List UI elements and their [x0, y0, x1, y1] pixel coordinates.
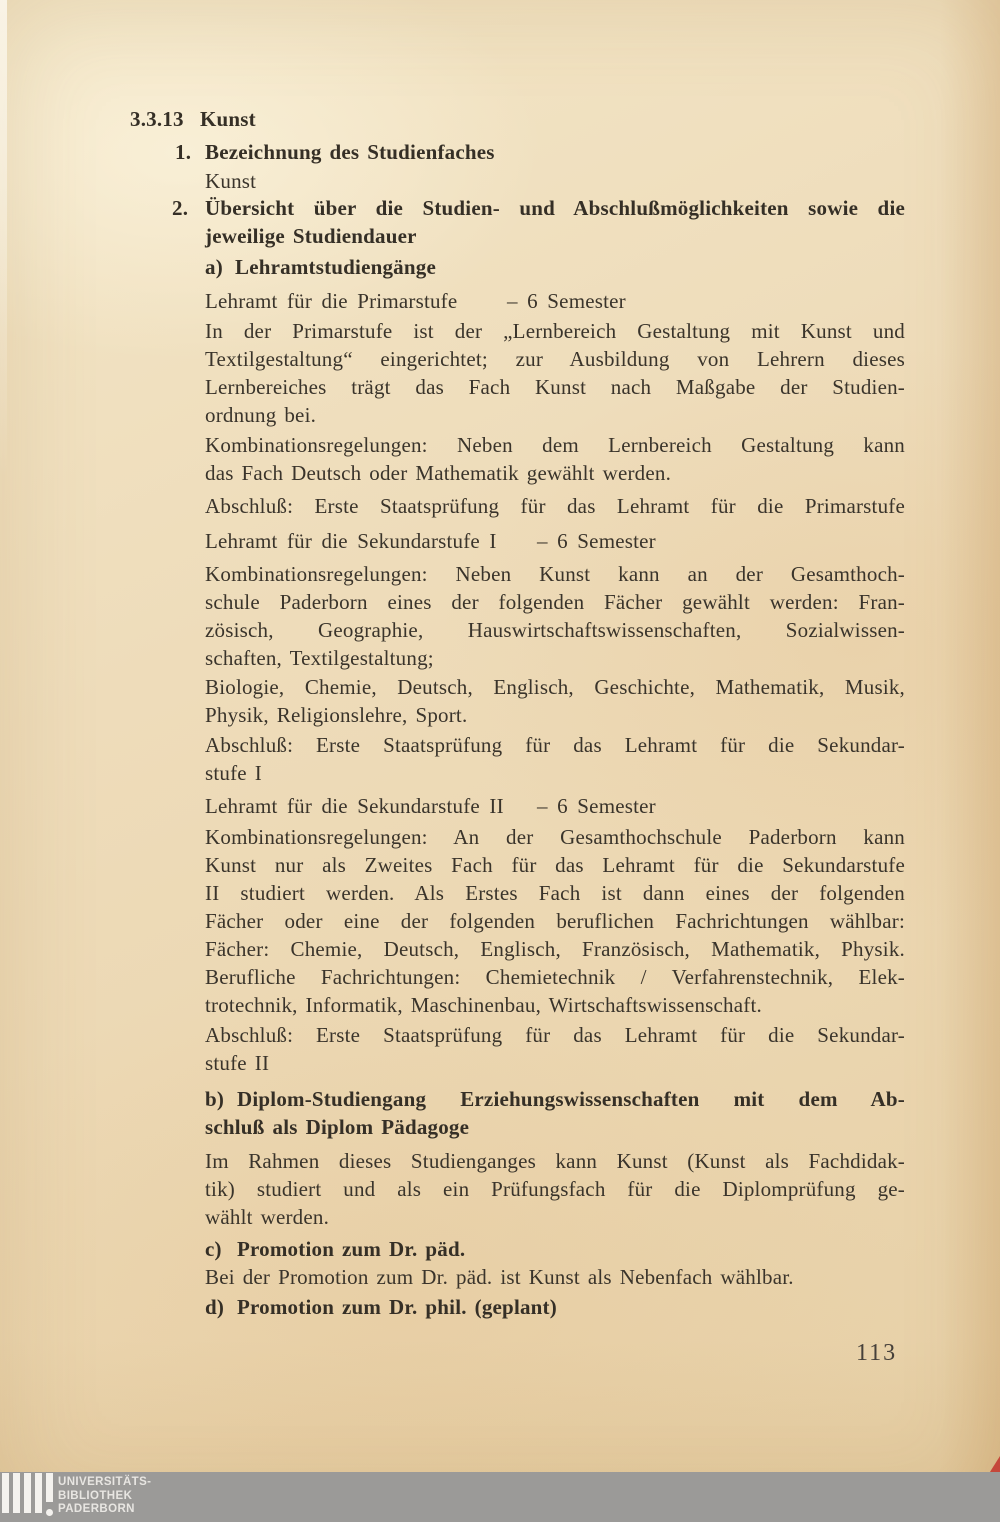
line-text: Lehramt für die Primarstufe	[205, 289, 458, 313]
library-footer-bar	[0, 1472, 1000, 1522]
line-text: Lehramt für die Sekundarstufe I	[205, 529, 497, 553]
body-text-line	[205, 616, 905, 644]
library-name-line1: UNIVERSITÄTS-	[58, 1476, 152, 1488]
body-text-line	[205, 1263, 905, 1291]
line-text: stufe I	[205, 761, 262, 785]
semester-duration: – 6 Semester	[507, 289, 626, 313]
body-text-line	[205, 401, 905, 429]
item-marker: 1.	[175, 140, 192, 164]
item-marker: b)	[205, 1087, 225, 1111]
body-text-line	[205, 1147, 905, 1175]
body-text-line	[205, 431, 905, 459]
item-b-heading	[205, 1085, 905, 1113]
line-text: Kombinationsregelungen: Neben dem Lernbereich Gestaltung kann	[205, 433, 905, 457]
line-text: Diplom-Studiengang Erziehungswissenschaften mit dem Ab-	[237, 1087, 905, 1111]
line-text: Kunst nur als Zweites Fach für das Lehramt für die Sekundarstufe	[205, 853, 905, 877]
body-text-line	[205, 588, 905, 616]
logo-exclamation-bar-icon	[46, 1473, 53, 1502]
logo-bar-icon	[13, 1473, 20, 1513]
body-text-line	[205, 963, 905, 991]
body-text-line	[205, 907, 905, 935]
library-name	[58, 1476, 151, 1517]
line-text: Im Rahmen dieses Studienganges kann Kunst (Kunst als Fachdidak-	[205, 1149, 905, 1173]
body-text-line	[205, 1049, 905, 1077]
body-text-line	[205, 1203, 905, 1231]
item-1-heading	[175, 138, 905, 166]
line-text: Lernbereiches trägt das Fach Kunst nach Maßgabe der Studien-	[205, 375, 905, 399]
library-name-line2: BIBLIOTHEK	[58, 1489, 133, 1502]
line-text: Lehramt für die Sekundarstufe II	[205, 794, 504, 818]
item-a-heading	[205, 253, 905, 281]
item-marker: c)	[205, 1237, 222, 1261]
line-text: Promotion zum Dr. päd.	[237, 1237, 466, 1261]
body-text-line	[205, 644, 905, 672]
line-text: Kunst	[205, 169, 257, 193]
line-text: Abschluß: Erste Staatsprüfung für das Lehramt für die Sekundar-	[205, 1023, 905, 1047]
body-text-line	[205, 345, 905, 373]
body-text-line	[205, 701, 905, 729]
program-primarstufe-line	[205, 287, 905, 315]
line-text: zösisch, Geographie, Hauswirtschaftswissenschaften, Sozialwissen-	[205, 618, 905, 642]
logo-exclamation-dot-icon	[46, 1509, 53, 1516]
line-text: Abschluß: Erste Staatsprüfung für das Lehramt für die Sekundar-	[205, 733, 905, 757]
body-text-line	[205, 1021, 905, 1049]
line-text: Kombinationsregelungen: Neben Kunst kann an der Gesamthoch-	[205, 562, 905, 586]
body-text-line	[205, 731, 905, 759]
item-marker: a)	[205, 255, 223, 279]
line-text: schluß als Diplom Pädagoge	[205, 1115, 470, 1139]
body-text-line	[205, 560, 905, 588]
line-text: Physik, Religionslehre, Sport.	[205, 703, 468, 727]
line-text: Textilgestaltung“ eingerichtet; zur Ausbildung von Lehrern dieses	[205, 347, 905, 371]
line-text: Fächer: Chemie, Deutsch, Englisch, Französisch, Mathematik, Physik.	[205, 937, 905, 961]
logo-bar-icon	[35, 1473, 42, 1513]
line-text: schule Paderborn eines der folgenden Fächer gewählt werden: Fran-	[205, 590, 905, 614]
body-text-line	[205, 823, 905, 851]
line-text: Kombinationsregelungen: An der Gesamthochschule Paderborn kann	[205, 825, 905, 849]
subject-name	[205, 167, 905, 195]
line-text: jeweilige Studiendauer	[205, 224, 417, 248]
item-c-heading	[205, 1235, 905, 1263]
line-text: Berufliche Fachrichtungen: Chemietechnik / Verfahrenstechnik, Elek-	[205, 965, 905, 989]
body-text-line	[205, 373, 905, 401]
line-text: II studiert werden. Als Erstes Fach ist dann eines der folgenden	[205, 881, 905, 905]
line-text: Biologie, Chemie, Deutsch, Englisch, Geschichte, Mathematik, Musik,	[205, 675, 905, 699]
section-heading	[130, 105, 905, 133]
semester-duration: – 6 Semester	[537, 794, 656, 818]
line-text: In der Primarstufe ist der „Lernbereich Gestaltung mit Kunst und	[205, 319, 905, 343]
line-text: Promotion zum Dr. phil. (geplant)	[237, 1295, 557, 1319]
body-text-line	[205, 851, 905, 879]
body-text-line	[205, 759, 905, 787]
line-text: Bei der Promotion zum Dr. päd. ist Kunst als Nebenfach wählbar.	[205, 1265, 794, 1289]
program-sekundarstufe1-line	[205, 527, 905, 555]
line-text: schaften, Textilgestaltung;	[205, 646, 434, 670]
line-text: Lehramtstudiengänge	[235, 255, 436, 279]
item-marker: 3.3.13	[130, 107, 184, 131]
item-d-heading	[205, 1293, 905, 1321]
line-text: Bezeichnung des Studienfaches	[205, 140, 495, 164]
logo-bar-icon	[2, 1473, 9, 1513]
program-sekundarstufe2-line	[205, 792, 905, 820]
semester-duration: – 6 Semester	[537, 529, 656, 553]
library-name-line3: PADERBORN	[58, 1503, 135, 1515]
line-text: stufe II	[205, 1051, 270, 1075]
body-text-line	[205, 492, 905, 520]
body-text-line	[205, 673, 905, 701]
line-text: tik) studiert und als ein Prüfungsfach für die Diplomprüfung ge-	[205, 1177, 905, 1201]
document-body	[130, 105, 905, 1321]
line-text: wählt werden.	[205, 1205, 330, 1229]
line-text: ordnung bei.	[205, 403, 317, 427]
paper-edge-highlight	[0, 0, 7, 480]
line-text: Fächer oder eine der folgenden beruflichen Fachrichtungen wählbar:	[205, 909, 905, 933]
body-text-line	[205, 879, 905, 907]
line-text: Kunst	[200, 107, 256, 131]
ub-paderborn-logo-icon	[2, 1473, 56, 1519]
body-text-line	[205, 1175, 905, 1203]
line-text: Übersicht über die Studien- und Abschlußmöglichkeiten sowie die	[205, 196, 905, 220]
page-number: 113	[856, 1340, 898, 1366]
logo-bar-icon	[24, 1473, 31, 1513]
line-text: Abschluß: Erste Staatsprüfung für das Lehramt für die Primarstufe	[205, 494, 905, 518]
line-text: trotechnik, Informatik, Maschinenbau, Wirtschaftswissenschaft.	[205, 993, 762, 1017]
item-marker: d)	[205, 1295, 225, 1319]
body-text-line	[205, 459, 905, 487]
body-text-line	[205, 991, 905, 1019]
line-text: das Fach Deutsch oder Mathematik gewählt werden.	[205, 461, 672, 485]
body-text-line	[205, 317, 905, 345]
item-b-heading-line2	[205, 1113, 905, 1141]
item-marker: 2.	[172, 196, 189, 220]
body-text-line	[205, 935, 905, 963]
item-2-heading	[172, 194, 905, 222]
item-2-heading-line2	[205, 222, 905, 250]
